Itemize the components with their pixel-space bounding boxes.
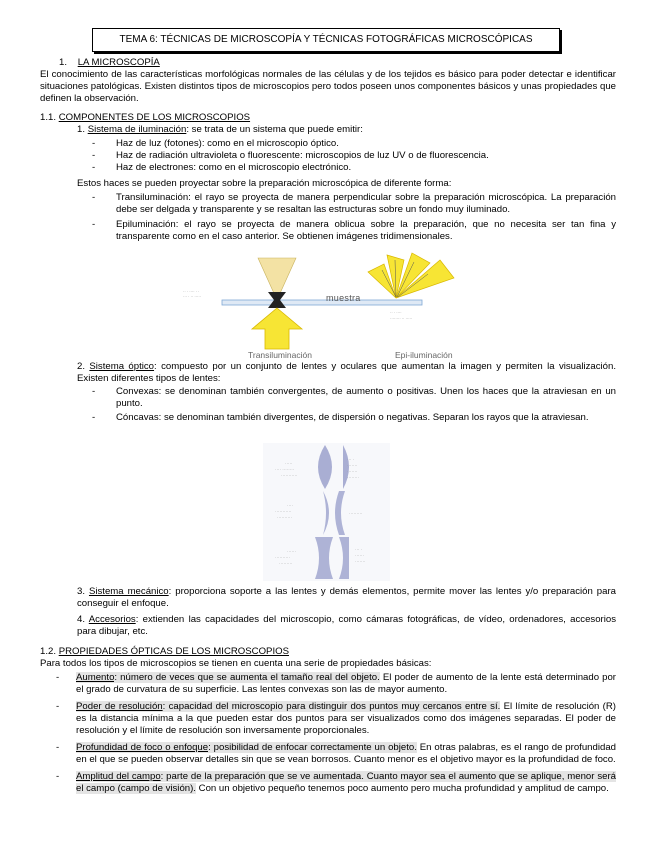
- section-1-intro: El conocimiento de las características morfológicas normales de las células y de los tejidos es básico para poder detectar e identificar situaciones patológicas. Existen distintos tipos de microscopios pero todos poseen unos componentes básicos y unas propiedades que definen la observación.: [40, 69, 616, 104]
- property-profundidad: - Profundidad de foco o enfoque: posibilidad de enfocar correctamente un objeto. En otras palabras, es el rango de profundidad en el que se pueden observar detalles sin que se vean borrosos. Cuanto menor es el objetivo mayor es la profundidad de foco.: [56, 742, 616, 765]
- projection-text: Estos haces se pueden proyectar sobre la preparación microscópica de diferente forma:: [77, 178, 452, 189]
- section-1-2-heading: [40, 646, 289, 658]
- component-4-number: 4.: [77, 614, 86, 625]
- section-1-1-title: COMPONENTES DE LOS MICROSCOPIOS: [58, 112, 251, 123]
- svg-text:·······: ·······: [355, 559, 366, 564]
- svg-text:·····: ·····: [285, 461, 293, 466]
- illumination-diagram: [178, 250, 476, 358]
- component-4-term: Accesorios: [88, 614, 136, 625]
- lens-figure: [263, 443, 390, 581]
- component-3-term: Sistema mecánico: [88, 586, 169, 597]
- properties-list: [56, 672, 616, 795]
- section-1-number: 1.: [59, 57, 68, 68]
- svg-text:········ ·· ·····: ········ ·· ·····: [390, 316, 413, 321]
- transillumination-label: Transiluminación: [248, 350, 312, 360]
- section-1-1-number: 1.1.: [40, 112, 57, 123]
- component-1-term: Sistema de iluminación: [87, 124, 187, 135]
- illumination-figure: [178, 250, 476, 358]
- component-3-text: : proporciona soporte a las lentes y demás elementos, permite mover las lentes y/o preparación para conseguir el enfoque.: [77, 586, 617, 609]
- svg-text:······: ······: [287, 549, 296, 554]
- svg-text:··· ·: ··· ·: [355, 547, 363, 552]
- svg-text:·······: ·······: [347, 463, 358, 468]
- projection-list: [92, 192, 616, 243]
- biconcave-lens-icon: [315, 537, 333, 579]
- transillumination-arrow-icon: [252, 308, 302, 349]
- svg-text:·······: ·······: [347, 469, 358, 474]
- component-1-number: 1.: [77, 124, 86, 135]
- beam-list: [92, 138, 612, 174]
- property-amplitud: - Amplitud del campo: parte de la preparación que se ve aumentada. Cuanto mayor sea el aumento que se aplique, menor será el campo (campo de visión). Con un objetivo pequeño tenemos poco aumento pero mucha profundidad y amplitud de campo.: [56, 771, 616, 794]
- property-resolucion: - Poder de resolución: capacidad del microscopio para distinguir dos puntos muy cercanos entre sí. El límite de resolución (R) es la distancia mínima a la que pueden estar dos puntos para ser visualizados como dos imágenes separadas. El poder de resolución y el límite de resolución son inversamente proporcionales.: [56, 701, 616, 736]
- component-2-number: 2.: [77, 361, 86, 372]
- component-2-text: : compuesto por un conjunto de lentes y oculares que aumentan la imagen y permiten la visualización. Existen diferentes tipos de lentes:: [77, 361, 617, 384]
- list-item-epilumination: - Epiluminación: el rayo se proyecta de manera oblicua sobre la preparación, que no necesita ser tan fina y transparente como en el caso anterior. Se obtienen imágenes tridimensionales.: [92, 219, 616, 242]
- svg-text:···········: ···········: [281, 473, 298, 478]
- list-item: - Haz de luz (fotones): como en el microscopio óptico.: [92, 138, 339, 149]
- component-3-paragraph: [77, 586, 616, 610]
- sample-slide: [222, 300, 422, 305]
- svg-text:··· ·: ··· ·: [347, 457, 355, 462]
- component-1-heading: [77, 124, 363, 136]
- concave-meniscus-icon: [335, 491, 345, 535]
- component-2-paragraph: [77, 361, 616, 385]
- svg-text:··· · ·· ·····: ··· · ·· ·····: [183, 294, 201, 299]
- svg-text:········: ········: [347, 475, 359, 480]
- component-1-text: : se trata de un sistema que puede emitir:: [186, 124, 363, 135]
- svg-text:·· · ····: ·· · ····: [390, 310, 402, 315]
- section-1-heading: [59, 57, 160, 69]
- list-item-concave: - Cóncavas: se denominan también divergentes, de dispersión o negativas. Separan los rayos que la atraviesan.: [92, 412, 589, 423]
- svg-text:····: ····: [287, 503, 293, 508]
- property-aumento: - Aumento: número de veces que se aumenta el tamaño real del objeto. El poder de aumento de la lente está determinado por el grado de curvatura de su superficie. Las lentes convexas son las de mayor aumento.: [56, 672, 616, 695]
- section-1-2-number: 1.2.: [40, 646, 57, 657]
- sample-label: muestra: [326, 293, 361, 303]
- epi-illumination-group: [368, 253, 454, 321]
- lens-diagram: [263, 443, 390, 581]
- svg-text:··········: ··········: [275, 555, 290, 560]
- component-4-paragraph: [77, 614, 616, 638]
- biconvex-lens-icon: [318, 445, 332, 489]
- list-item: - Haz de electrones: como en el microscopio electrónico.: [92, 162, 352, 173]
- list-item-convex: - Convexas: se denominan también convergentes, de aumento o positivas. Unen los haces que la atraviesan en un punto.: [92, 386, 616, 409]
- svg-text:··········: ··········: [277, 515, 292, 520]
- component-2-term: Sistema óptico: [89, 361, 155, 372]
- section-1-2-title: PROPIEDADES ÓPTICAS DE LOS MICROSCOPIOS: [58, 646, 289, 657]
- svg-text:······: ······: [355, 553, 364, 558]
- list-item-transilumination: - Transiluminación: el rayo se proyecta de manera perpendicular sobre la preparación microscópica. La preparación debe ser delgada y transparente y se resaltan las estructuras sobre un fondo muy iluminado.: [92, 192, 616, 215]
- svg-text:·········: ·········: [349, 511, 363, 516]
- epi-illumination-label: Epi-iluminación: [395, 350, 453, 360]
- planoconcave-lens-icon: [339, 537, 349, 579]
- component-3-number: 3.: [77, 586, 86, 597]
- meniscus-lens-icon: [323, 491, 329, 535]
- section-1-2-intro: Para todos los tipos de microscopios se tienen en cuenta una serie de propiedades básicas:: [40, 658, 432, 669]
- page-title: TEMA 6: TÉCNICAS DE MICROSCOPÍA Y TÉCNICAS FOTOGRÁFICAS MICROSCÓPICAS: [92, 28, 560, 52]
- svg-text:···········: ···········: [275, 509, 292, 514]
- section-1-title: LA MICROSCOPÍA: [77, 57, 160, 68]
- svg-text:···· ········: ···· ········: [275, 467, 295, 472]
- section-1-1-heading: [40, 112, 250, 124]
- lens-list: [92, 386, 616, 424]
- svg-text:·········: ·········: [279, 561, 293, 566]
- svg-text:·· · ···· · ·: ·· · ···· · ·: [183, 289, 200, 294]
- component-4-text: : extienden las capacidades del microscopio, como cámaras fotográficas, de vídeo, ordenadores, accesorios para dibujar, etc.: [77, 614, 616, 637]
- list-item: - Haz de radiación ultravioleta o fluorescente: microscopios de luz UV o de fluorescencia.: [92, 150, 489, 161]
